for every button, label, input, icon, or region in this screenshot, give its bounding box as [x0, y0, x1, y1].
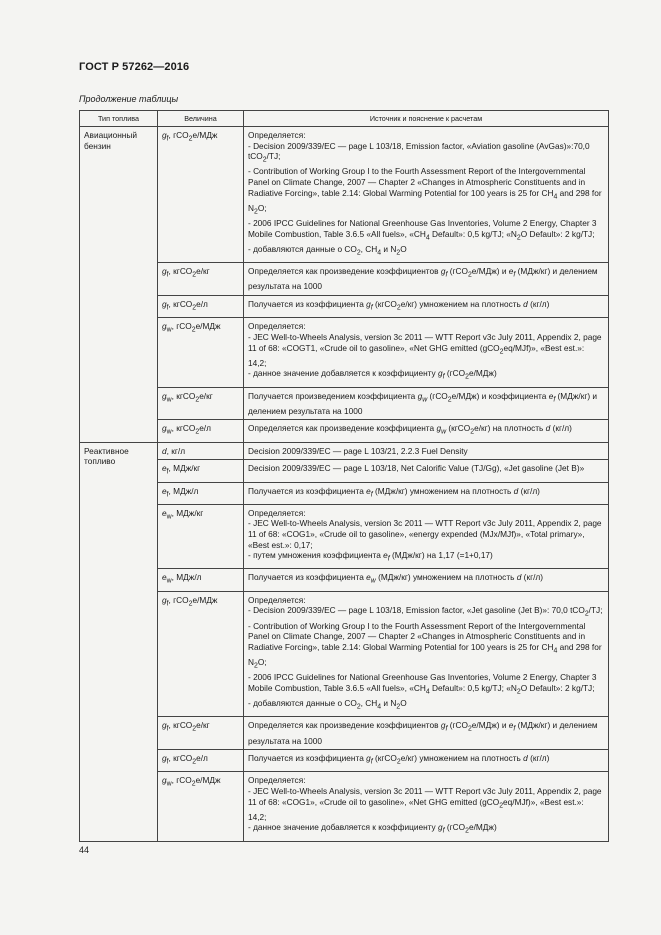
source-cell [244, 750, 609, 772]
table-row [80, 442, 609, 460]
table-row [80, 420, 609, 442]
source-line: - 2006 IPCC Guidelines for National Greenhouse Gas Inventories, Volume 2 Energy, Chapter 3 Mobile Combustion, Table 3.6.5 «All fuels», «$CH_4$ Default»: 0,5 kg/TJ; «$N_2O$ Default»: 2 kg/TJ; [248, 218, 597, 242]
source-line: - Decision 2009/339/EC — page L 103/18, Emission factor, «Jet gasoline (Jet B)»: 70,0 tCO$_2$/TJ; [248, 605, 603, 618]
quantity-cell: $g_w$, гCO$_2$e/МДж [158, 772, 244, 841]
quantity-cell: $g_f$, кгCO$_2$e/л [158, 296, 244, 318]
table-row [80, 569, 609, 591]
source-line: - Contribution of Working Group I to the Fourth Assessment Report of the Intergovernmental Panel on Climate Change, 2007 — Chapter 2 «Changes in Atmospheric Constituents and in Radiative Forcing», table 2.14: Global Warming Potential for 100 years is 25 for $CH_4$ and 298 for $N_2O$; [248, 166, 602, 216]
table-body [80, 127, 609, 842]
source-line: - 2006 IPCC Guidelines for National Greenhouse Gas Inventories, Volume 2 Energy, Chapter 3 Mobile Combustion, Table 3.6.5 «All fuels», «$CH_4$ Default»: 0,5 kg/TJ; «$N_2O$ Default»: 2 kg/TJ; [248, 672, 597, 696]
table-row [80, 296, 609, 318]
page-number: 44 [79, 845, 90, 855]
column-header-source: Источник и пояснение к расчетам [244, 111, 609, 127]
source-line: Определяется как произведение коэффициентов $g_f$ (гCO$_2$e/МДж) и $e_f$ (МДж/кг) и делением результата на 1000 [248, 720, 598, 746]
source-line: Decision 2009/339/EC — page L 103/18, Net Calorific Value (TJ/Gg), «Jet gasoline (Jet B)» [248, 463, 585, 474]
source-line: Получается из коэффициента $g_f$ (кгCO$_2$e/кг) умножением на плотность d (кг/л) [248, 299, 550, 312]
source-line: Получается из коэффициента $e_f$ (МДж/кг) умножением на плотность d (кг/л) [248, 485, 540, 499]
data-table [79, 110, 609, 842]
quantity-cell: $g_f$, кгCO$_2$e/л [158, 750, 244, 772]
table-row [80, 717, 609, 750]
source-cell [244, 387, 609, 420]
source-line: - JEC Well-to-Wheels Analysis, version 3c 2011 — WTT Report v3c July 2011, Appendix 2, page 11 of 68: «COG1», «Crude oil to gasoline», «energy expended (MJx/MJf)», «Total primary», «Best est.»: 0,17; [248, 518, 602, 550]
source-line: - добавляются данные о $CO_2$, $CH_4$ и $N_2O$ [248, 243, 407, 257]
source-cell [244, 420, 609, 442]
source-line: - данное значение добавляется к коэффициенту $g_f$ (гCO$_2$e/МДж) [248, 822, 497, 836]
table-row [80, 772, 609, 841]
quantity-cell: $g_f$, кгCO$_2$e/кг [158, 717, 244, 750]
table-continuation-label: Продолжение таблицы [79, 94, 179, 104]
quantity-cell: $e_w$, МДж/кг [158, 504, 244, 569]
source-cell [244, 296, 609, 318]
quantity-cell: $g_f$, кгCO$_2$e/кг [158, 263, 244, 296]
source-cell [244, 591, 609, 717]
source-line: Decision 2009/339/EC — page L 103/21, 2.2.3 Fuel Density [248, 445, 468, 456]
quantity-cell: d, кг/л [158, 442, 244, 460]
source-line: - данное значение добавляется к коэффициенту $g_f$ (гCO$_2$e/МДж) [248, 368, 497, 381]
source-cell [244, 318, 609, 387]
source-line: - Contribution of Working Group I to the Fourth Assessment Report of the Intergovernmental Panel on Climate Change, 2007 — Chapter 2 «Changes in Atmospheric Constituents and in Radiative Forcing», table 2.14: Global Warming Potential for 100 years is 25 for $CH_4$ and 298 for $N_2O$; [248, 620, 602, 670]
table-row [80, 750, 609, 772]
source-line: Определяется как произведение коэффициентов $g_f$ (гCO$_2$e/МДж) и $e_f$ (МДж/кг) и делением результата на 1000 [248, 266, 598, 292]
table-row [80, 127, 609, 263]
source-line: - JEC Well-to-Wheels Analysis, version 3c 2011 — WTT Report v3c July 2011, Appendix 2, page 11 of 68: «COGT1, «Crude oil to gasoline», «Net GHG emitted (gCO$_2$eq/MJf)», «Best est.»: 14,2; [248, 331, 602, 368]
source-line: Получается из коэффициента $g_f$ (кгCO$_2$e/кг) умножением на плотность d (кг/л) [248, 753, 550, 766]
table-row [80, 318, 609, 387]
fuel-type-cell: Авиационный бензин [80, 127, 158, 443]
quantity-cell: $g_f$, гCO$_2$e/МДж [158, 127, 244, 263]
quantity-cell: $g_w$, гCO$_2$e/МДж [158, 318, 244, 387]
source-line: - путем умножения коэффициента $e_f$ (МДж/кг) на 1,17 (=1+0,17) [248, 550, 493, 563]
source-cell [244, 504, 609, 569]
source-line: Получается произведением коэффициента $g_w$ (гCO$_2$e/МДж) и коэффициента $e_f$ (МДж/кг) и делением результата на 1000 [248, 390, 598, 416]
table-row [80, 591, 609, 717]
table-row [80, 263, 609, 296]
source-line: Определяется: [248, 775, 306, 786]
source-cell [244, 772, 609, 841]
quantity-cell: $e_f$, МДж/кг [158, 460, 244, 482]
quantity-cell: $e_w$, МДж/л [158, 569, 244, 591]
table-row [80, 482, 609, 504]
source-cell [244, 460, 609, 482]
source-line: - Decision 2009/339/EC — page L 103/18, Emission factor, «Aviation gasoline (AvGas)»:70,0 tCO$_2$/TJ; [248, 140, 590, 164]
source-cell [244, 127, 609, 263]
column-header-fuel-type: Тип топлива [80, 111, 158, 127]
source-cell [244, 482, 609, 504]
quantity-cell: $g_f$, гCO$_2$e/МДж [158, 591, 244, 717]
source-line: Получается из коэффициента $e_w$ (МДж/кг) умножением на плотность d (кг/л) [248, 572, 544, 586]
table-row [80, 387, 609, 420]
source-cell [244, 442, 609, 460]
table-row [80, 460, 609, 482]
source-line: - добавляются данные о $CO_2$, $CH_4$ и $N_2O$ [248, 698, 407, 711]
source-line: Определяется: [248, 594, 306, 605]
source-cell [244, 717, 609, 750]
source-line: - JEC Well-to-Wheels Analysis, version 3c 2011 — WTT Report v3c July 2011, Appendix 2, page 11 of 68: «COG1», «Crude oil to gasoline», «Net GHG emitted (gCO$_2$eq/MJf)», «Best est.»: 14,2; [248, 785, 602, 822]
table-header-row [80, 111, 609, 127]
fuel-type-cell: Реактивное топливо [80, 442, 158, 841]
source-line: Определяется как произведение коэффициента $g_w$ (кгCO$_2$e/кг) на плотность d (кг/л) [248, 423, 572, 437]
quantity-cell: $g_w$, кгCO$_2$e/кг [158, 387, 244, 420]
source-cell [244, 263, 609, 296]
standard-title: ГОСТ Р 57262—2016 [79, 61, 190, 73]
quantity-cell: $e_f$, МДж/л [158, 482, 244, 504]
source-line: Определяется: [248, 321, 306, 332]
source-line: Определяется: [248, 507, 306, 518]
table-row [80, 504, 609, 569]
quantity-cell: $g_w$, кгCO$_2$e/л [158, 420, 244, 442]
source-cell [244, 569, 609, 591]
source-line: Определяется: [248, 130, 306, 140]
column-header-quantity: Величина [158, 111, 244, 127]
